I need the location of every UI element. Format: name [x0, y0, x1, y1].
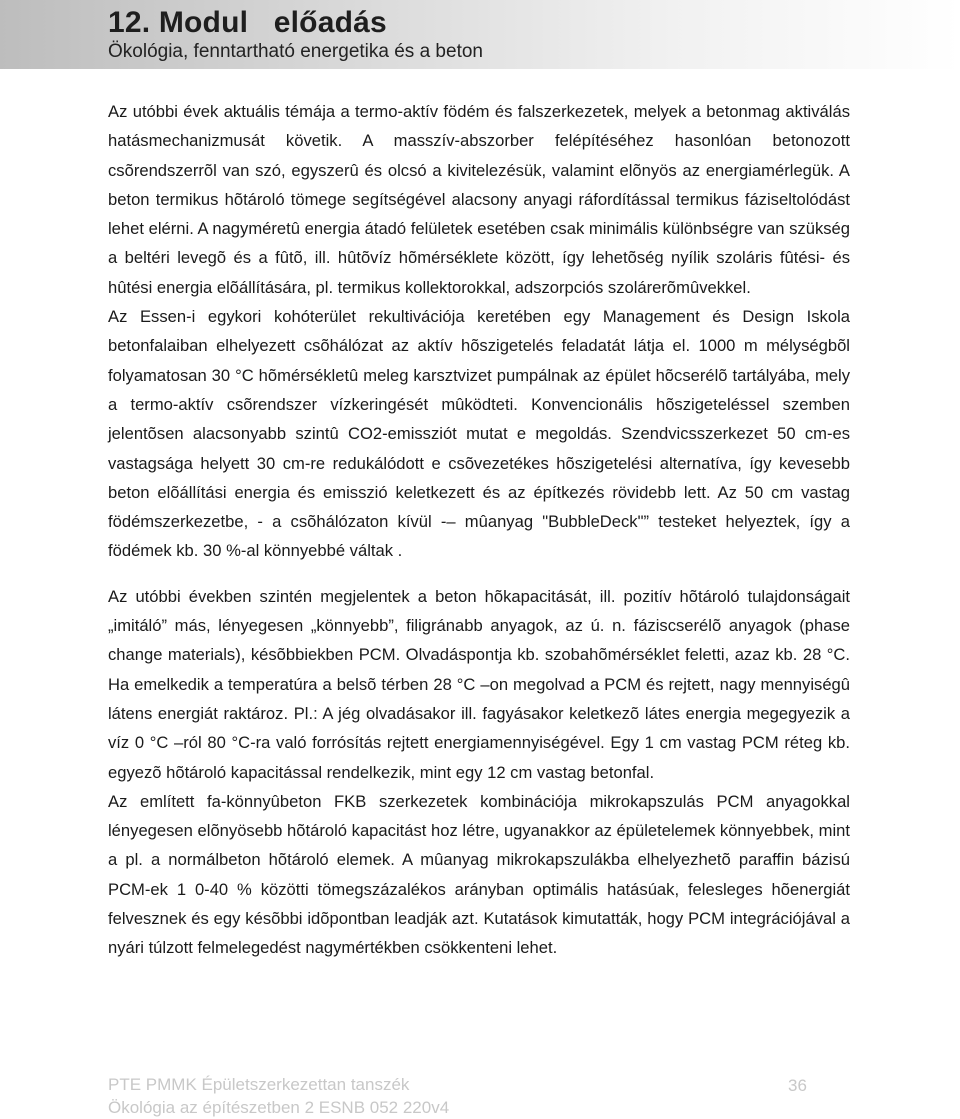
body-text	[108, 97, 850, 963]
paragraph-pcm: Az utóbbi években szintén megjelentek a beton hõkapacitását, ill. pozitív hõtároló tulajdonságait „imitáló” más, lényegesen „könnyebb”, filigránabb anyagok, az ú. n. fáziscserélõ anyagok (phase change materials), késõbbiekben PCM. Olvadáspontja kb. szobahõmérséklet feletti, azaz kb. 28 °C. Ha emelkedik a temperatúra a belsõ térben 28 °C –on megolvad a PCM és rejtett, nagy mennyiségû látens energiát raktároz. Pl.: A jég olvadásakor ill. fagyásakor keletkezõ látes energia megegyezik a víz 0 °C –ról 80 °C-ra való forrósítás rejtett energiamennyiségével. Egy 1 cm vastag PCM réteg kb. egyezõ hõtároló kapacitással rendelkezik, mint egy 12 cm vastag betonfal.	[108, 586, 850, 782]
page-number: 36	[788, 1076, 807, 1095]
paragraph-essen-school: Az Essen-i egykori kohóterület rekultivációja keretében egy Management és Design Iskola betonfalaiban elhelyezett csõhálózat az aktív hõszigetelés feladatát látja el. 1000 m mélységbõl folyamatosan 30 °C hõmérsékletû meleg karsztvizet pumpálnak az épület hõcserélõ tartályába, mely a termo-aktív csõrendszer vízkeringését mûködteti. Konvencionális hõszigeteléssel szemben jelentõsen alacsonyabb szintû CO2-emissziót mutat e megoldás. Szendvicsszerkezet 50 cm-es vastagsága helyett 30 cm-re redukálódott e csõvezetékes hõszigetelési alternatíva, így kevesebb beton elõállítási energia és emisszió keletkezett és az építkezés rövidebb lett. Az 50 cm vastag födémszerkezetbe, - a csõhálózaton kívül -– mûanyag "BubbleDeck"” testeket helyeztek, így a födémek kb. 30 %-al könnyebbé váltak .	[108, 307, 850, 561]
paragraph-fkb: Az említett fa-könnyûbeton FKB szerkezetek kombinációja mikrokapszulás PCM anyagokkal lényegesen elõnyösebb hõtároló kapacitást hoz létre, ugyanakkor az épületelemek könnyebbek, mint a pl. a normálbeton hõtároló elemek. A mûanyag mikrokapszulákba elhelyezhetõ paraffin bázisú PCM-ek 1 0-40 % közötti tömegszázalékos arányban optimális hatásúak, felesleges hõenergiát felvesznek és egy késõbbi idõpontban leadják azt. Kutatások kimutatták, hogy PCM integrációjával a nyári túlzott felmelegedést nagymértékben csökkenteni lehet.	[108, 791, 850, 958]
header-band	[0, 0, 960, 69]
page-title: 12. Modul előadás	[108, 6, 387, 39]
footer	[108, 1073, 449, 1119]
paragraph-thermo-active: Az utóbbi évek aktuális témája a termo-aktív födém és falszerkezetek, melyek a betonmag aktiválás hatásmechanizmusát követik. A masszív-abszorber felépítéséhez hasonlóan betonozott csõrendszerrõl van szó, egyszerû és olcsó a kivitelezésük, valamint elõnyös az energiamérlegük. A beton termikus hõtároló tömege segítségével alacsony anyagi ráfordítással termikus fáziseltolódást lehet elérni. A nagyméretû energia átadó felületek esetében csak minimális különbségre van szükség a beltéri levegõ és a fûtõ, ill. hûtõvíz hõmérséklete között, így lehetõség nyílik szoláris fûtési- és hûtési energia elõállítására, pl. termikus kollektorokkal, adszorpciós szolárerõmûvekkel.	[108, 102, 850, 297]
page-subtitle: Ökológia, fenntartható energetika és a beton	[108, 41, 483, 62]
footer-department: PTE PMMK Épületszerkezettan tanszék	[108, 1075, 410, 1094]
footer-course: Ökológia az építészetben 2 ESNB 052 220v4	[108, 1098, 450, 1117]
